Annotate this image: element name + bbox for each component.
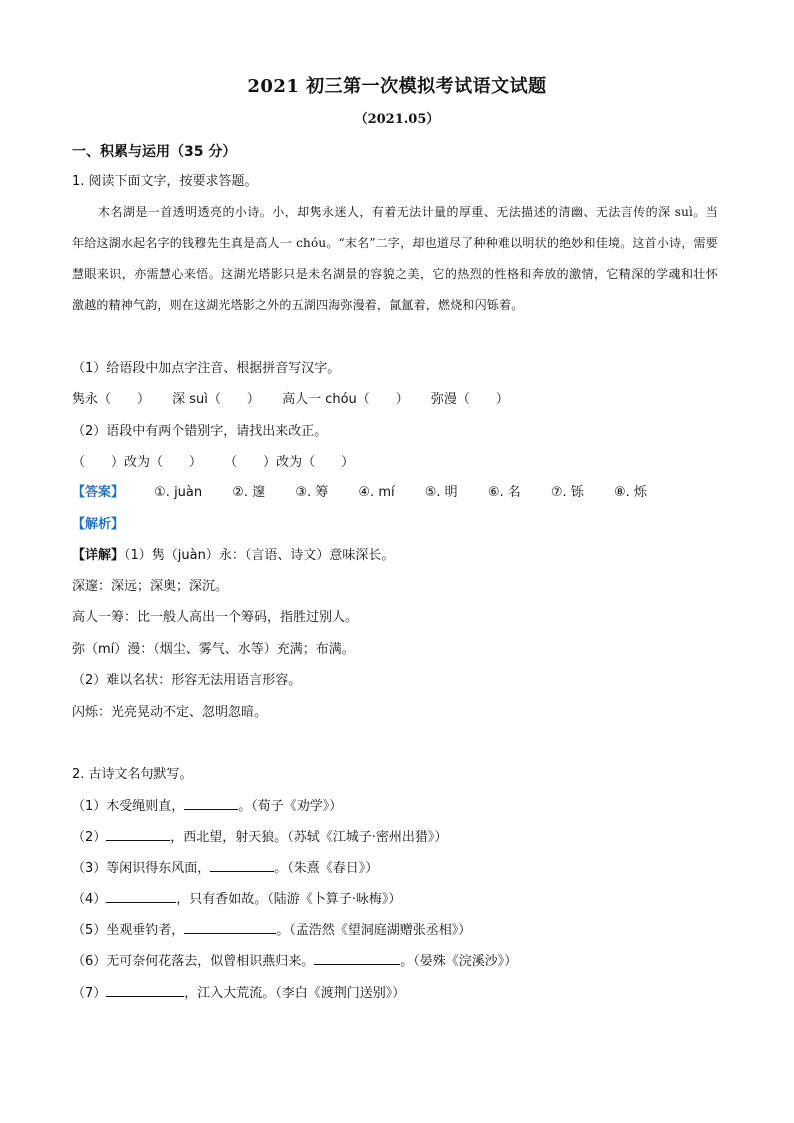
fill-item: 高人一 chóu（ ） — [282, 392, 409, 407]
answer-blank[interactable] — [184, 920, 276, 934]
recitation-text: （3）等闲识得东风面， — [72, 861, 211, 876]
analysis-row — [72, 516, 124, 534]
recitation-text: 。（朱熹《春日》） — [274, 861, 379, 876]
recitation-text: 。（晏殊《浣溪沙》） — [400, 954, 518, 969]
answer-blank[interactable] — [106, 889, 176, 903]
recitation-text: ，江入大荒流。（李白《渡荆门送别》） — [184, 986, 406, 1001]
recitation-text: ，只有香如故。（陆游《卜算子·咏梅》） — [176, 892, 402, 907]
recitation-text: （6）无可奈何花落去，似曾相识燕归来。 — [72, 954, 315, 969]
fill-item: 弥漫（ ） — [430, 392, 509, 407]
document-date: （2021.05） — [354, 112, 440, 127]
reading-passage: 木名湖是一首透明透亮的小诗。小，却隽永迷人，有着无法计量的厚重、无法描述的清幽、无法言传的深 suì。当年给这湖水起名字的钱穆先生真是高人一 chóu。“末名”二字，却也道尽了种种难以明状的绝妙和佳境。这首小诗，需要慧眼来识，亦需慧心来悟。这湖光塔影只是未名湖景的容貌之美，它的热烈的性格和奔放的激情，它精深的学魂和壮怀激越的精神气韵，则在这湖光塔影之外的五湖四海弥漫着，氤氲着，燃烧和闪铄着。 — [72, 205, 718, 312]
recitation-text: （7） — [72, 986, 107, 1001]
detail-text: 闪烁：光亮晃动不定、忽明忽暗。 — [72, 705, 268, 720]
detail-text: 高人一筹：比一般人高出一个筹码，指胜过别人。 — [72, 610, 359, 625]
answer-item: ④. mí — [358, 485, 395, 500]
question-1-part-2: （2）语段中有两个错别字，请找出来改正。 — [72, 424, 328, 439]
answer-blank[interactable] — [314, 951, 400, 965]
recitation-item — [72, 858, 378, 878]
answer-item: ⑦. 铄 — [550, 485, 584, 500]
fill-item: 隽永（ ） — [72, 392, 151, 407]
answer-row — [72, 484, 673, 502]
detail-text: （1）隽（juàn）永：（言语、诗文）意味深长。 — [124, 548, 395, 563]
document-title: 2021 初三第一次模拟考试语文试题 — [247, 76, 547, 97]
fill-item: （ ）改为（ ） — [224, 455, 355, 470]
recitation-item — [72, 983, 405, 1003]
detail-text: （2）难以名状：形容无法用语言形容。 — [72, 673, 302, 688]
fill-item: （ ）改为（ ） — [72, 455, 203, 470]
recitation-item — [72, 889, 401, 909]
detail-text: 深邃：深远；深奥；深沉。 — [72, 579, 229, 594]
recitation-text: （5）坐观垂钓者， — [72, 923, 185, 938]
answer-item: ⑥. 名 — [487, 485, 521, 500]
analysis-label: 【解析】 — [72, 517, 125, 532]
detail-row — [72, 547, 394, 565]
recitation-item — [72, 796, 342, 816]
recitation-text: （1）木受绳则直， — [72, 799, 185, 814]
answer-blank[interactable] — [184, 796, 238, 810]
answer-item: ⑧. 烁 — [613, 485, 647, 500]
question-1-part-1: （1）给语段中加点字注音、根据拼音写汉字。 — [72, 361, 341, 376]
answer-label: 【答案】 — [72, 485, 125, 500]
answer-item: ②. 邃 — [232, 485, 266, 500]
answer-item: ①. juàn — [154, 485, 203, 500]
recitation-item — [72, 951, 517, 971]
question-1-stem: 1. 阅读下面文字，按要求答题。 — [72, 174, 258, 189]
detail-text: 弥（mí）漫：（烟尘、雾气、水等）充满；布满。 — [72, 642, 355, 657]
answer-blank[interactable] — [106, 827, 170, 841]
question-2-stem: 2. 古诗文名句默写。 — [72, 767, 193, 782]
recitation-text: 。（荀子《劝学》） — [238, 799, 343, 814]
answer-item: ③. 筹 — [295, 485, 329, 500]
recitation-item — [72, 827, 447, 847]
recitation-text: 。（孟浩然《望洞庭湖赠张丞相》） — [276, 923, 472, 938]
recitation-text: ，西北望，射天狼。（苏轼《江城子·密州出猎》） — [170, 830, 448, 845]
answer-blank[interactable] — [106, 983, 184, 997]
recitation-text: （4） — [72, 892, 107, 907]
recitation-text: （2） — [72, 830, 107, 845]
detail-label: 【详解】 — [72, 548, 125, 563]
answer-item: ⑤. 明 — [424, 485, 458, 500]
section-heading: 一、积累与运用（35 分） — [72, 144, 237, 160]
answer-blank[interactable] — [210, 858, 274, 872]
fill-item: 深 suì（ ） — [172, 392, 260, 407]
fill-in-row-2 — [72, 454, 354, 472]
fill-in-row-1 — [72, 391, 509, 409]
recitation-item — [72, 920, 471, 940]
